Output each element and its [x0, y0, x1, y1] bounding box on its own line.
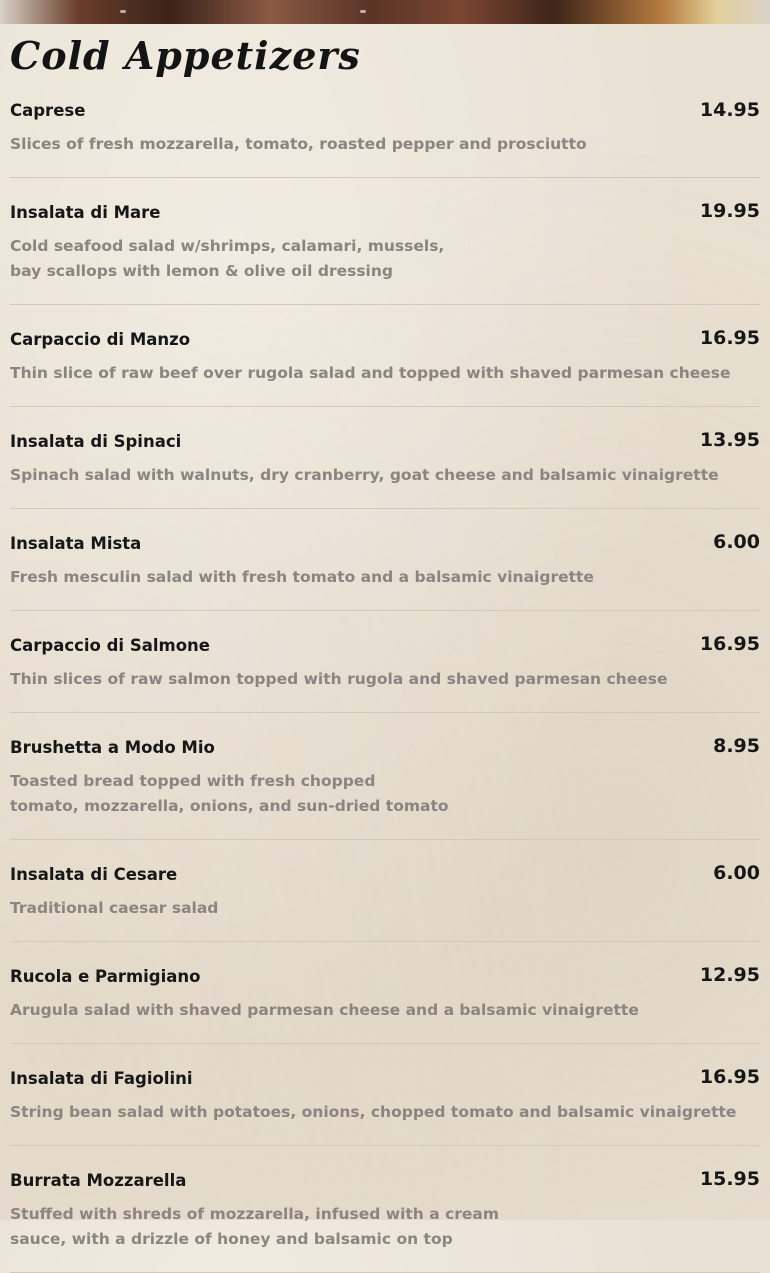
item-price: 19.95 [699, 200, 760, 222]
hero-food-image [0, 0, 770, 24]
menu-item [10, 96, 760, 178]
item-name: Caprese [10, 101, 86, 120]
item-name: Rucola e Parmigiano [10, 967, 201, 986]
item-price: 13.95 [699, 429, 760, 451]
item-price: 8.95 [713, 735, 760, 757]
item-description: Slices of fresh mozzarella, tomato, roasted pepper and prosciutto [10, 135, 587, 153]
menu-item [10, 178, 760, 305]
item-price: 6.00 [713, 531, 760, 553]
item-name: Carpaccio di Manzo [10, 330, 191, 349]
menu-item [10, 611, 760, 713]
menu-item [10, 305, 760, 407]
item-description: Toasted bread topped with fresh chopped tomato, mozzarella, onions, and sun-dried tomato [10, 772, 449, 815]
hero-image-detail [360, 10, 366, 13]
menu-list [10, 96, 760, 1273]
item-price: 15.95 [699, 1168, 760, 1190]
item-name: Burrata Mozzarella [10, 1171, 187, 1190]
item-description: Fresh mesculin salad with fresh tomato and a balsamic vinaigrette [10, 568, 594, 586]
item-price: 14.95 [699, 99, 760, 121]
item-description: Thin slices of raw salmon topped with rugola and shaved parmesan cheese [10, 670, 668, 688]
section-title: Cold Appetizers [10, 33, 361, 78]
item-price: 16.95 [699, 633, 760, 655]
item-name: Insalata di Mare [10, 203, 161, 222]
item-price: 6.00 [713, 862, 760, 884]
item-description: Arugula salad with shaved parmesan cheese and a balsamic vinaigrette [10, 1001, 639, 1019]
menu-item [10, 840, 760, 942]
item-name: Brushetta a Modo Mio [10, 738, 215, 757]
item-name: Insalata di Spinaci [10, 432, 182, 451]
item-name: Insalata di Fagiolini [10, 1069, 193, 1088]
hero-image-detail [120, 10, 126, 13]
menu-item [10, 407, 760, 509]
item-description: Stuffed with shreds of mozzarella, infused with a cream sauce, with a drizzle of honey and balsamic on top [10, 1205, 500, 1248]
menu-item [10, 713, 760, 840]
menu-item [10, 1146, 760, 1273]
menu-item [10, 1044, 760, 1146]
item-price: 16.95 [699, 1066, 760, 1088]
item-name: Insalata di Cesare [10, 865, 178, 884]
item-name: Insalata Mista [10, 534, 142, 553]
item-price: 16.95 [699, 327, 760, 349]
item-description: Traditional caesar salad [10, 899, 219, 917]
menu-item [10, 509, 760, 611]
item-description: Cold seafood salad w/shrimps, calamari, mussels, bay scallops with lemon & olive oil dressing [10, 237, 445, 280]
item-description: String bean salad with potatoes, onions, chopped tomato and balsamic vinaigrette [10, 1103, 737, 1121]
menu-item [10, 942, 760, 1044]
item-description: Thin slice of raw beef over rugola salad and topped with shaved parmesan cheese [10, 364, 731, 382]
item-name: Carpaccio di Salmone [10, 636, 210, 655]
item-price: 12.95 [699, 964, 760, 986]
item-description: Spinach salad with walnuts, dry cranberry, goat cheese and balsamic vinaigrette [10, 466, 719, 484]
